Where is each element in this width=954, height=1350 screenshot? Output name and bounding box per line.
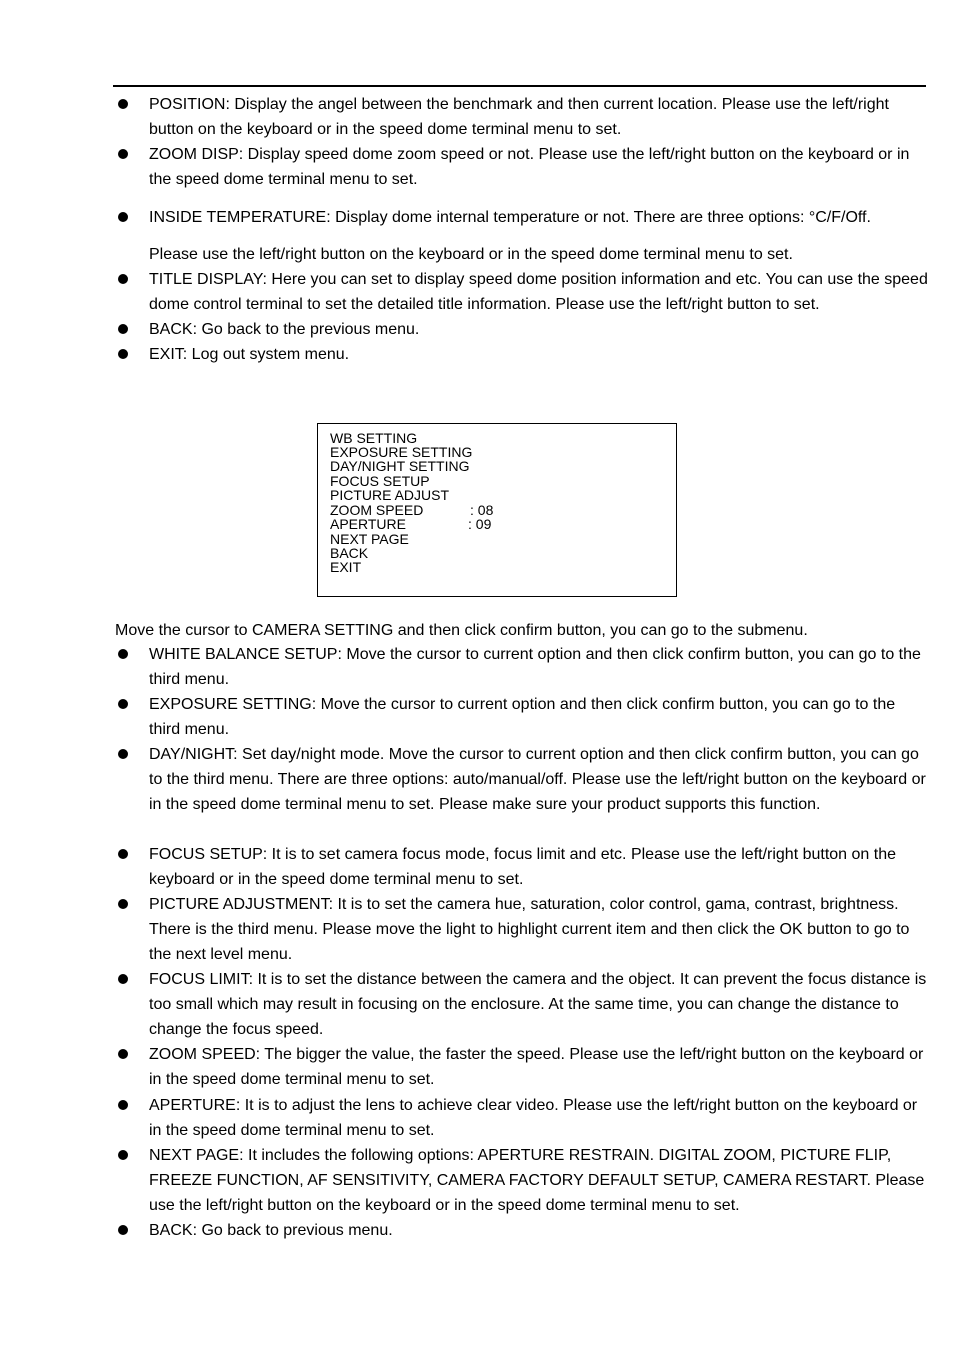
bullet-exposure-setting: EXPOSURE SETTING: Move the cursor to current option and then click confirm button, you can go to the third menu. — [149, 696, 896, 738]
bullet-icon — [118, 212, 128, 222]
menu-item-zoom-speed[interactable]: ZOOM SPEED — [330, 502, 424, 518]
camera-setting-menu — [317, 423, 677, 597]
bullet-icon — [118, 1049, 128, 1059]
bullet-aperture: APERTURE: It is to adjust the lens to achieve clear video. Please use the left/right button on the keyboard or in the speed dome terminal menu to set. — [149, 1097, 918, 1139]
bullet-icon — [118, 699, 128, 709]
bullet-icon — [118, 849, 128, 859]
menu-item-wb-setting[interactable]: WB SETTING — [330, 430, 418, 446]
bullet-exit: EXIT: Log out system menu. — [149, 346, 350, 363]
bullet-position: POSITION: Display the angel between the benchmark and then current location. Please use the left/right button on the keyboard or in the speed dome terminal menu to set. — [149, 96, 889, 138]
bullet-icon — [118, 149, 128, 159]
bullet-focus-limit: FOCUS LIMIT: It is to set the distance between the camera and the object. It can prevent the focus distance is too small which may result in focusing on the enclosure. At the same time, you can change the distance to change the focus speed. — [149, 971, 927, 1038]
bullet-back-previous: BACK: Go back to previous menu. — [149, 1222, 393, 1239]
menu-item-next-page[interactable]: NEXT PAGE — [330, 531, 409, 547]
bullet-inside-temperature: INSIDE TEMPERATURE: Display dome internal temperature or not. There are three options: °C/F/Off. — [149, 209, 871, 226]
bullet-next-page: NEXT PAGE: It includes the following options: APERTURE RESTRAIN. DIGITAL ZOOM, PICTURE FLIP, FREEZE FUNCTION, AF SENSITIVITY, CAMERA FACTORY DEFAULT SETUP, CAMERA RESTART. Please use the left/right button on the keyboard or in the speed dome terminal menu to set. — [149, 1147, 925, 1214]
menu-item-picture-adjust[interactable]: PICTURE ADJUST — [330, 487, 450, 503]
bullet-zoom-speed: ZOOM SPEED: The bigger the value, the faster the speed. Please use the left/right button on the keyboard or in the speed dome terminal menu to set. — [149, 1046, 924, 1088]
bullet-icon — [118, 324, 128, 334]
bullet-back: BACK: Go back to the previous menu. — [149, 321, 420, 338]
bullet-icon — [118, 1150, 128, 1160]
bullet-icon — [118, 1225, 128, 1235]
bullet-icon — [118, 974, 128, 984]
bullet-white-balance: WHITE BALANCE SETUP: Move the cursor to current option and then click confirm button, you can go to the third menu. — [149, 646, 921, 688]
aperture-value: : 09 — [468, 516, 492, 532]
menu-item-day-night-setting[interactable]: DAY/NIGHT SETTING — [330, 458, 470, 474]
inside-temperature-continuation: Please use the left/right button on the keyboard or in the speed dome terminal menu to set. — [149, 246, 793, 263]
menu-item-exit[interactable]: EXIT — [330, 559, 362, 575]
bullet-icon — [118, 649, 128, 659]
bullet-icon — [118, 899, 128, 909]
bullet-icon — [118, 1100, 128, 1110]
bullet-focus-setup: FOCUS SETUP: It is to set camera focus mode, focus limit and etc. Please use the left/right button on the keyboard or in the speed dome terminal menu to set. — [149, 846, 897, 888]
bullet-icon — [118, 749, 128, 759]
bullet-icon — [118, 274, 128, 284]
bullet-picture-adjustment: PICTURE ADJUSTMENT: It is to set the camera hue, saturation, color control, gama, contrast, brightness. There is the third menu. Please move the light to highlight current item and then click the OK button to go to the next level menu. — [149, 896, 910, 963]
bullet-icon — [118, 349, 128, 359]
menu-item-exposure-setting[interactable]: EXPOSURE SETTING — [330, 444, 473, 460]
bullet-title-display: TITLE DISPLAY: Here you can set to display speed dome position information and etc. You can use the speed dome control terminal to set the detailed title information. Please use the left/right button to set. — [149, 271, 928, 313]
menu-item-back[interactable]: BACK — [330, 545, 369, 561]
menu-item-focus-setup[interactable]: FOCUS SETUP — [330, 473, 430, 489]
intro-paragraph: Move the cursor to CAMERA SETTING and then click confirm button, you can go to the submenu. — [115, 622, 808, 639]
header-rule — [113, 85, 926, 87]
zoom-speed-value: : 08 — [470, 502, 494, 518]
bullet-zoom-disp: ZOOM DISP: Display speed dome zoom speed or not. Please use the left/right button on the keyboard or in the speed dome terminal menu to set. — [149, 146, 910, 188]
menu-item-aperture[interactable]: APERTURE — [330, 516, 406, 532]
bullet-icon — [118, 99, 128, 109]
bullet-day-night: DAY/NIGHT: Set day/night mode. Move the cursor to current option and then click confirm button, you can go to the third menu. There are three options: auto/manual/off. Please use the left/right button on the keyboard or in the speed dome terminal menu to set. Please make sure your product supports this function. — [149, 746, 926, 813]
